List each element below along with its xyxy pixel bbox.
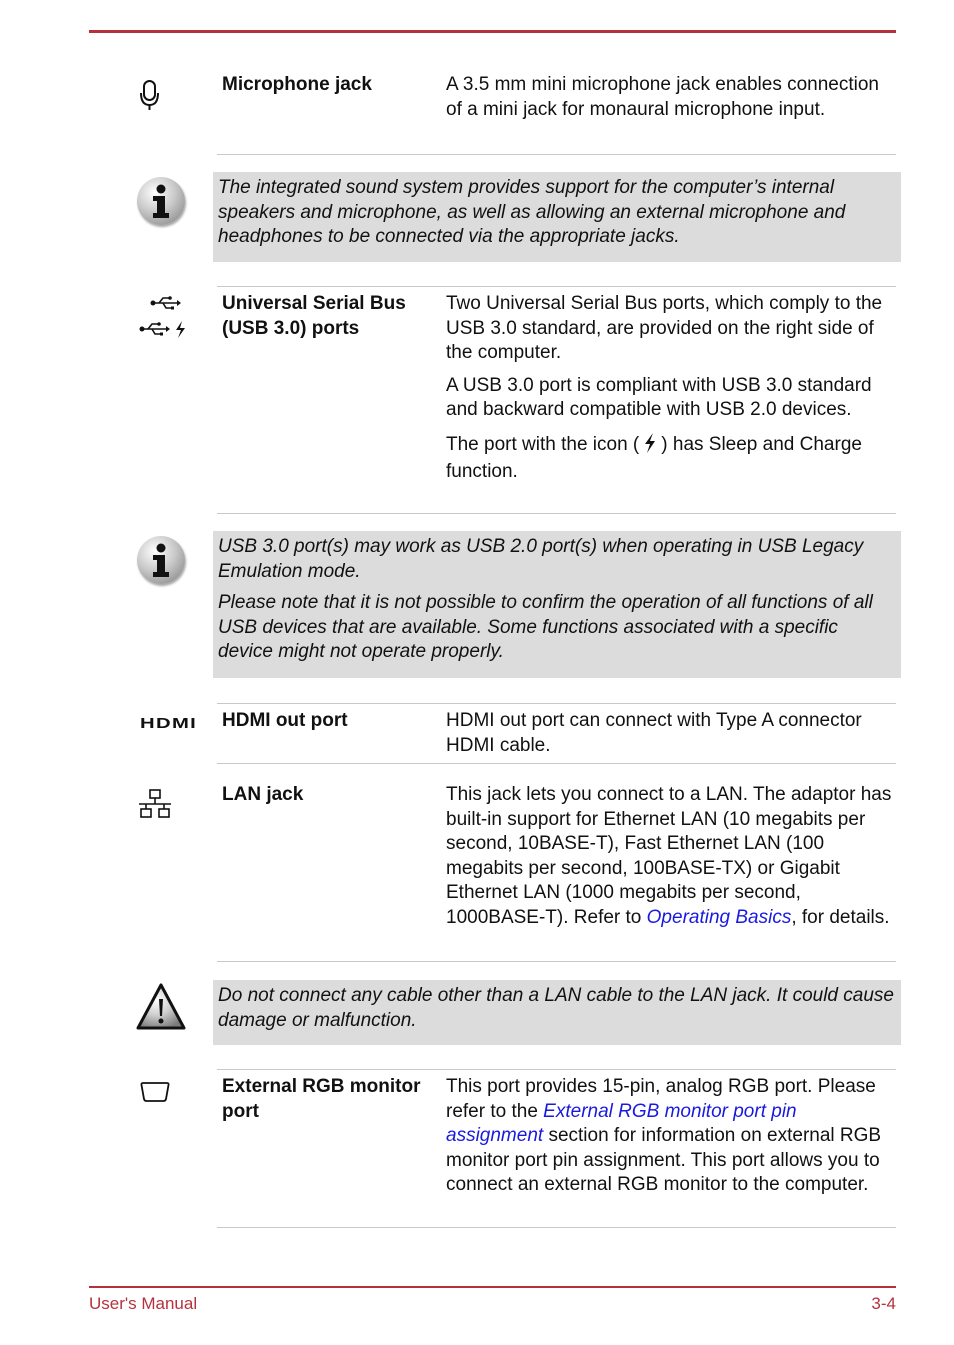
usb-desc-p1: Two Universal Serial Bus ports, which comply to the USB 3.0 standard, are provided on the right side of the computer. bbox=[446, 293, 883, 363]
hdmi-icon: HDMI bbox=[140, 715, 198, 732]
footer-title: User's Manual bbox=[89, 1294, 198, 1313]
rgb-desc-before: This port provides 15-pin, analog RGB port. Please refer to the bbox=[446, 1076, 876, 1122]
info-icon bbox=[137, 536, 185, 584]
usb-term: Universal Serial Bus (USB 3.0) ports bbox=[222, 293, 406, 339]
operating-basics-link[interactable]: Operating Basics bbox=[646, 906, 792, 928]
rgb-term: External RGB monitor port bbox=[222, 1076, 421, 1122]
usb-icon bbox=[150, 295, 182, 311]
microphone-icon bbox=[138, 79, 162, 111]
header-rule bbox=[89, 30, 896, 33]
sound-note-text: The integrated sound system provides support for the computer’s internal speakers and microphone, as well as allowing an external microphone and headphones to be connected via the appropriate jacks. bbox=[218, 177, 846, 247]
sound-note bbox=[213, 172, 901, 262]
rgb-desc-after: section for information on external RGB monitor port pin assignment. This port allows you to connect an external RGB monitor to the computer. bbox=[446, 1125, 882, 1195]
footer-rule bbox=[89, 1286, 896, 1288]
info-icon bbox=[137, 177, 185, 225]
microphone-desc: A 3.5 mm mini microphone jack enables connection of a mini jack for monaural microphone input. bbox=[446, 74, 880, 120]
usb-desc-p3-after: ) has Sleep and Charge function. bbox=[446, 433, 862, 482]
lan-warning-text: Do not connect any cable other than a LAN cable to the LAN jack. It could cause damage or malfunction. bbox=[218, 985, 894, 1031]
lan-term: LAN jack bbox=[222, 784, 304, 805]
rgb-desc bbox=[446, 1075, 894, 1198]
usb-note-p2: Please note that it is not possible to confirm the operation of all functions of all USB devices that are available. Some functions associated with a specific device might not operate properly. bbox=[218, 592, 873, 662]
usb-note bbox=[213, 531, 901, 678]
hdmi-desc: HDMI out port can connect with Type A connector HDMI cable. bbox=[446, 710, 862, 756]
lan-warning-note bbox=[213, 980, 901, 1045]
hdmi-row bbox=[217, 703, 896, 764]
lan-desc-after: , for details. bbox=[791, 906, 890, 928]
sleep-charge-icon bbox=[641, 432, 659, 454]
page-number: 3-4 bbox=[871, 1294, 896, 1313]
lan-desc bbox=[446, 783, 894, 930]
rgb-row bbox=[217, 1069, 896, 1228]
rgb-port-icon bbox=[140, 1081, 170, 1103]
lan-desc-before: This jack lets you connect to a LAN. The adaptor has built-in support for Ethernet LAN (10 megabits per second, 10BASE-T), Fast Ethernet LAN (100 megabits per second, 100BASE-TX) or Gigabit Ethernet LAN (1000 megabits per second, 1000BASE-T). Refer to bbox=[446, 784, 892, 928]
hdmi-term: HDMI out port bbox=[222, 710, 348, 731]
usb-desc-p3 bbox=[446, 431, 894, 485]
usb-row bbox=[217, 286, 896, 514]
usb-note-p1: USB 3.0 port(s) may work as USB 2.0 port(s) when operating in USB Legacy Emulation mode. bbox=[218, 536, 864, 582]
usb-desc bbox=[446, 292, 894, 493]
microphone-term: Microphone jack bbox=[222, 74, 372, 95]
usb-sleep-charge-icon bbox=[139, 319, 189, 339]
lan-row bbox=[217, 783, 896, 962]
lan-icon bbox=[139, 789, 171, 819]
usb-desc-p3-before: The port with the icon ( bbox=[446, 433, 640, 455]
warning-icon bbox=[136, 982, 186, 1032]
usb-desc-p2: A USB 3.0 port is compliant with USB 3.0 standard and backward compatible with USB 2.0 devices. bbox=[446, 374, 872, 420]
microphone-row bbox=[217, 73, 896, 155]
rgb-pin-assignment-link[interactable]: External RGB monitor port pin assignment bbox=[446, 1100, 797, 1146]
